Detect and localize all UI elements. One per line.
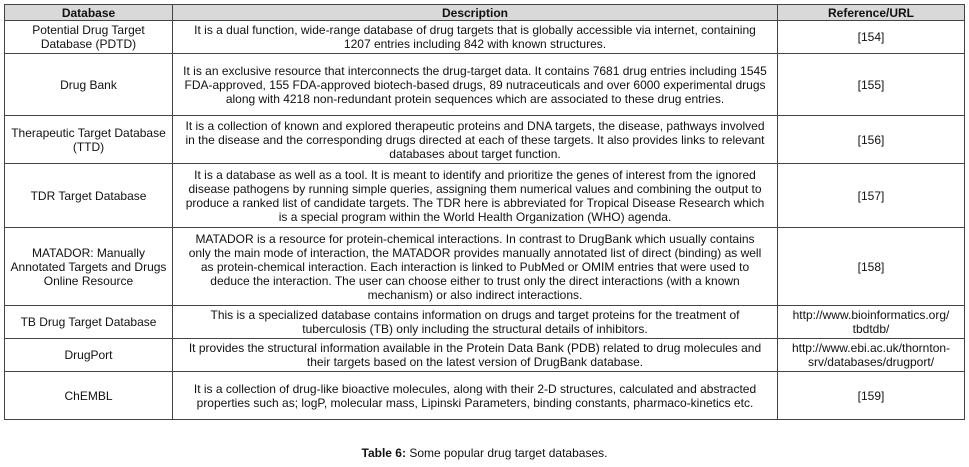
caption-label: Table 6: [361,446,406,460]
caption-text: Some popular drug target databases. [409,446,608,460]
description-cell: This is a specialized database contains information on drugs and target proteins for the treatment of tuberculosis (TB) only including the structural details of inhibitors. [173,306,778,339]
reference-cell: [156] [778,116,965,164]
description-cell: It is an exclusive resource that interconnects the drug-target data. It contains 7681 drug entries including 1545 FDA-approved, 155 FDA-approved biotech-based drugs, 89 nutraceuticals and over 6000 experimental drugs along with 4218 non-redundant protein sequences which are associated to these drug entries. [173,54,778,116]
table-row [5,372,965,420]
database-cell: ChEMBL [5,372,173,420]
description-cell: It is a collection of known and explored therapeutic proteins and DNA targets, the disease, pathways involved in the disease and the corresponding drugs directed at each of these targets. It also provides links to relevant databases about target function. [173,116,778,164]
reference-cell: [158] [778,228,965,306]
database-cell: DrugPort [5,339,173,372]
reference-link[interactable]: http://www.bioinformatics.org/ tbdtdb/ [778,306,965,339]
description-cell: MATADOR is a resource for protein-chemical interactions. In contrast to DrugBank which usually contains only the main mode of interaction, the MATADOR provides manually annotated list of direct (binding) as well as protein-chemical interaction. Each interaction is linked to PubMed or OMIM entries that were used to deduce the interaction. The user can choose either to trust only the direct interactions (with a known mechanism) or also indirect interactions. [173,228,778,306]
table-row [5,54,965,116]
database-cell: Therapeutic Target Database (TTD) [5,116,173,164]
description-cell: It is a collection of drug-like bioactive molecules, along with their 2-D structures, calculated and abstracted properties such as; logP, molecular mass, Lipinski Parameters, binding constants, pharmaco-kinetics etc. [173,372,778,420]
header-database: Database [5,5,173,21]
database-cell: TDR Target Database [5,164,173,228]
reference-link[interactable]: http://www.ebi.ac.uk/thornton-srv/databases/drugport/ [778,339,965,372]
reference-cell: [155] [778,54,965,116]
reference-cell: [154] [778,21,965,54]
table-row [5,228,965,306]
table-row [5,21,965,54]
table-row [5,116,965,164]
database-cell: Potential Drug Target Database (PDTD) [5,21,173,54]
header-description: Description [173,5,778,21]
table-caption [0,446,969,460]
header-reference: Reference/URL [778,5,965,21]
table-row [5,339,965,372]
reference-cell: [157] [778,164,965,228]
drug-target-table [4,4,965,420]
database-cell: Drug Bank [5,54,173,116]
table-row [5,164,965,228]
description-cell: It is a database as well as a tool. It is meant to identify and prioritize the genes of interest from the ignored disease pathogens by running simple queries, assigning them numerical values and combining the output to produce a ranked list of candidate targets. The TDR here is abbreviated for Tropical Disease Research which is a special program within the World Health Organization (WHO) agenda. [173,164,778,228]
reference-cell: [159] [778,372,965,420]
database-cell: TB Drug Target Database [5,306,173,339]
description-cell: It is a dual function, wide-range database of drug targets that is globally accessible via internet, containing 1207 entries including 842 with known structures. [173,21,778,54]
table-header-row [5,5,965,21]
description-cell: It provides the structural information available in the Protein Data Bank (PDB) related to drug molecules and their targets based on the latest version of DrugBank database. [173,339,778,372]
database-cell: MATADOR: Manually Annotated Targets and Drugs Online Resource [5,228,173,306]
table-row [5,306,965,339]
